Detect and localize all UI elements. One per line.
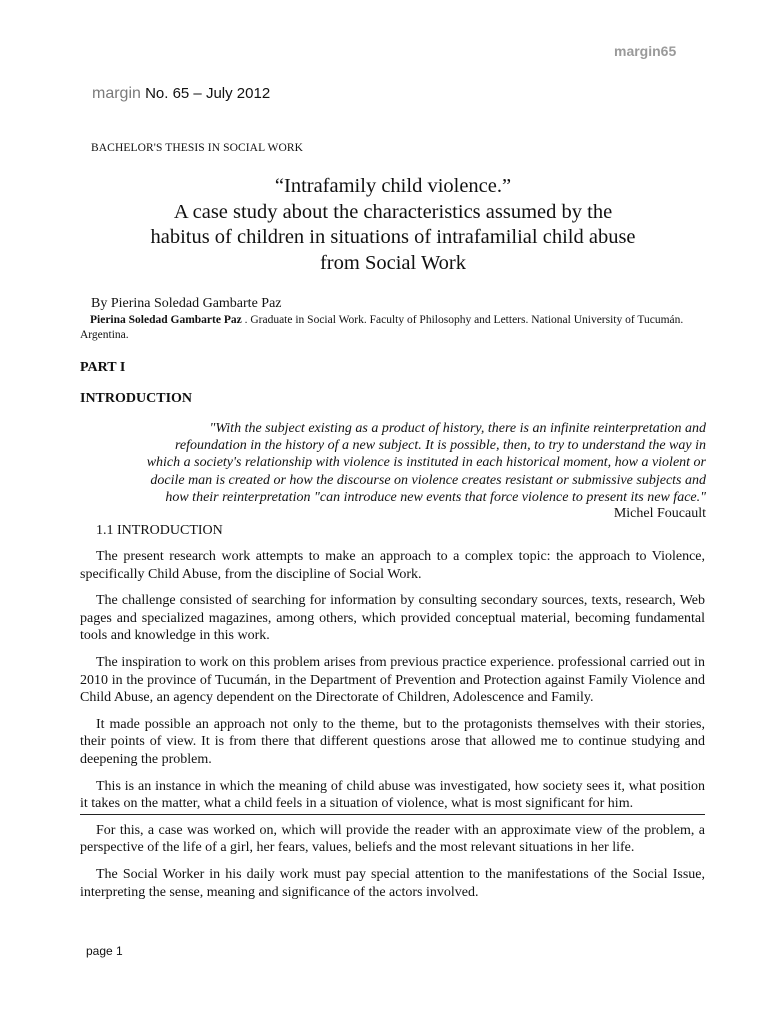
paragraph: The Social Worker in his daily work must pay special attention to the manifestations of the Social Issue, interpreting the sense, meaning and significance of the actors involved. <box>80 866 705 900</box>
paragraph: The inspiration to work on this problem arises from previous practice experience. professional carried out in 2010 in the province of Tucumán, in the Department of Prevention and Protection against Family Violence and Child Abuse, an agency dependent on the Directorate of Children, Adolescence and Family. <box>80 654 705 706</box>
paragraph: This is an instance in which the meaning of child abuse was investigated, how society sees it, what position it takes on the matter, what a child feels in a situation of violence, what is most significant for him. <box>80 778 705 815</box>
author-byline: By Pierina Soledad Gambarte Paz <box>91 296 282 311</box>
paragraph: The present research work attempts to make an approach to a complex topic: the approach to Violence, specifically Child Abuse, from the discipline of Social Work. <box>80 549 705 582</box>
author-affiliation <box>80 313 708 343</box>
epigraph-line: "With the subject existing as a product of history, there is an infinite reinterpretation and <box>209 421 706 436</box>
title-line: habitus of children in situations of intrafamilial child abuse <box>150 226 636 248</box>
title-line: from Social Work <box>319 251 466 274</box>
paragraph: For this, a case was worked on, which will provide the reader with an approximate view of the problem, a perspective of the life of a girl, her fears, values, beliefs and the most relevant situations in her life. <box>80 822 705 856</box>
title-line: A case study about the characteristics assumed by the <box>173 200 613 223</box>
thesis-type: BACHELOR'S THESIS IN SOCIAL WORK <box>91 142 304 154</box>
issue-info: No. 65 – July 2012 <box>140 85 271 102</box>
section-heading: 1.1 INTRODUCTION <box>96 523 223 538</box>
brand-corner-logo: margin65 <box>614 43 677 59</box>
issue-line <box>92 85 270 103</box>
epigraph-line: docile man is created or how the discourse on violence creates resistant or submissive subjects and <box>150 472 706 488</box>
paragraph: The challenge consisted of searching for information by consulting secondary sources, texts, research, Web pages and specialized magazines, among others, which provided conceptual material, becoming fundamental tools and knowledge in this work. <box>80 593 705 644</box>
page-number: page 1 <box>86 944 123 958</box>
epigraph-line: which a society's relationship with violence is instituted in each historical moment, how a violent or <box>146 455 706 471</box>
brand-word: margin <box>92 85 141 102</box>
epigraph-author: Michel Foucault <box>613 506 706 521</box>
document-title <box>80 174 706 276</box>
part-heading: PART I <box>80 360 126 375</box>
epigraph-line: how their reinterpretation "can introduce new events that force violence to present its new face." <box>165 489 706 505</box>
author-name-bold: Pierina Soledad Gambarte Paz <box>90 314 242 326</box>
paragraph: It made possible an approach not only to the theme, but to the protagonists themselves with their stories, their points of view. It is from there that different questions arose that allowed me to continue studying and deepening the problem. <box>80 716 705 767</box>
epigraph-quote <box>90 420 706 506</box>
title-line: “Intrafamily child violence.” <box>274 175 512 197</box>
introduction-heading: INTRODUCTION <box>80 391 193 406</box>
affiliation-text: . Graduate in Social Work. Faculty of Philosophy and Letters. National University of Tucumán. Argentina. <box>80 314 684 341</box>
epigraph-line: refoundation in the history of a new subject. It is possible, then, to try to understand the way in <box>174 438 706 454</box>
body-text <box>80 548 705 910</box>
